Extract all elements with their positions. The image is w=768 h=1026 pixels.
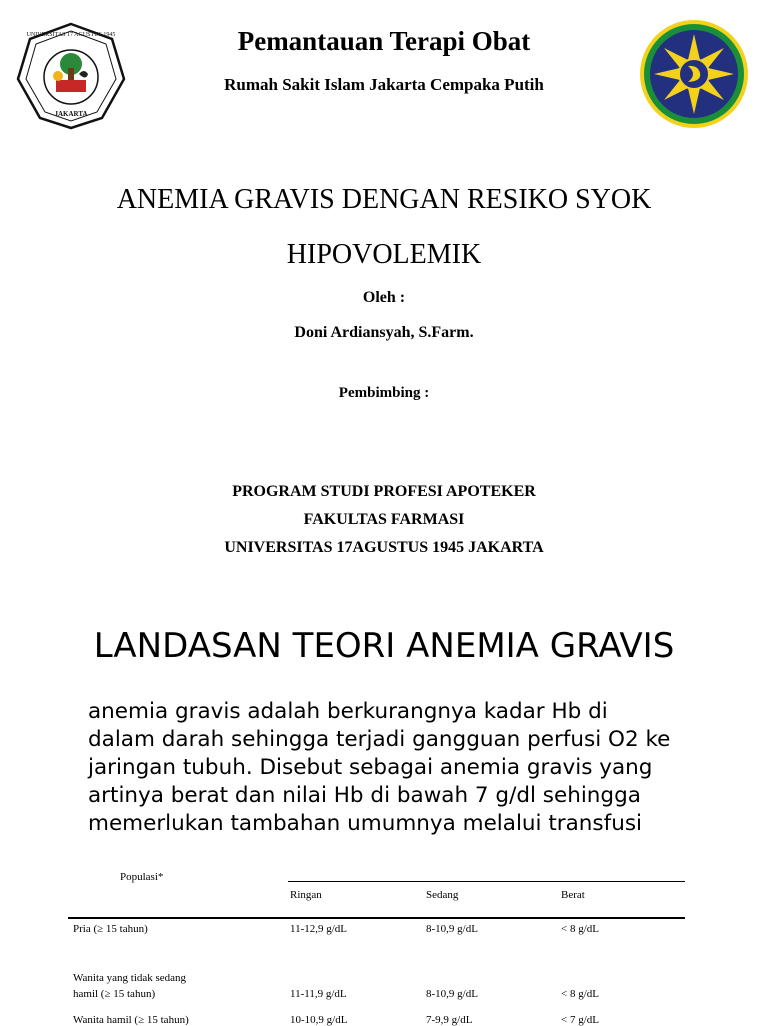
page-title: Pemantauan Terapi Obat (237, 26, 531, 56)
row-population: Wanita hamil (≥ 15 tahun) (73, 1014, 189, 1026)
paragraph-line: jaringan tubuh. Disebut sebagai anemia gravis yang (88, 755, 653, 780)
row-population: Wanita yang tidak sedang (73, 972, 187, 984)
theory-slide (0, 600, 768, 1024)
row-sedang: 8-10,9 g/dL (426, 923, 478, 935)
column-header-sedang: Sedang (426, 889, 459, 901)
seal-ring-text: UNIVERSITAS 17 AGUSTUS 1945 (26, 32, 116, 38)
author-name: Doni Ardiansyah, S.Farm. (294, 324, 474, 341)
row-ringan: 11-11,9 g/dL (290, 988, 347, 1000)
row-ringan: 10-10,9 g/dL (290, 1014, 348, 1026)
anemia-severity-table (0, 600, 768, 1024)
paragraph-line: memerlukan tambahan umumnya melalui transfusi (88, 811, 642, 836)
population-header: Populasi* (120, 871, 164, 883)
seal-bottom-text: JAKARTA (54, 110, 88, 118)
row-sedang: 8-10,9 g/dL (426, 988, 478, 1000)
row-sedang: 7-9,9 g/dL (426, 1014, 473, 1026)
column-header-berat: Berat (561, 889, 585, 901)
hospital-name: Rumah Sakit Islam Jakarta Cempaka Putih (224, 75, 544, 94)
row-ringan: 11-12,9 g/dL (290, 923, 348, 935)
table-header-rule (68, 917, 685, 919)
topic-title-line2: HIPOVOLEMIK (286, 239, 482, 270)
row-population: hamil (≥ 15 tahun) (73, 988, 156, 1000)
supervisor-label: Pembimbing : (338, 385, 430, 401)
university-name: UNIVERSITAS 17AGUSTUS 1945 JAKARTA (224, 539, 544, 556)
header-divider (288, 881, 685, 882)
program-name: PROGRAM STUDI PROFESI APOTEKER (232, 483, 536, 500)
faculty-name: FAKULTAS FARMASI (303, 511, 465, 528)
column-header-ringan: Ringan (290, 889, 322, 901)
muhammadiyah-emblem-logo (638, 18, 750, 130)
row-berat: < 8 g/dL (561, 923, 599, 935)
topic-title-line1: ANEMIA GRAVIS DENGAN RESIKO SYOK (116, 184, 652, 215)
row-population: Pria (≥ 15 tahun) (73, 923, 148, 935)
slide-title: LANDASAN TEORI ANEMIA GRAVIS (93, 626, 675, 666)
paragraph-line: artinya berat dan nilai Hb di bawah 7 g/dl sehingga (88, 783, 641, 808)
paragraph-line: anemia gravis adalah berkurangnya kadar Hb di (88, 699, 608, 724)
row-berat: < 8 g/dL (561, 988, 599, 1000)
by-label: Oleh : (362, 289, 406, 306)
row-berat: < 7 g/dL (561, 1014, 599, 1026)
paragraph-line: dalam darah sehingga terjadi gangguan perfusi O2 ke (88, 727, 671, 752)
